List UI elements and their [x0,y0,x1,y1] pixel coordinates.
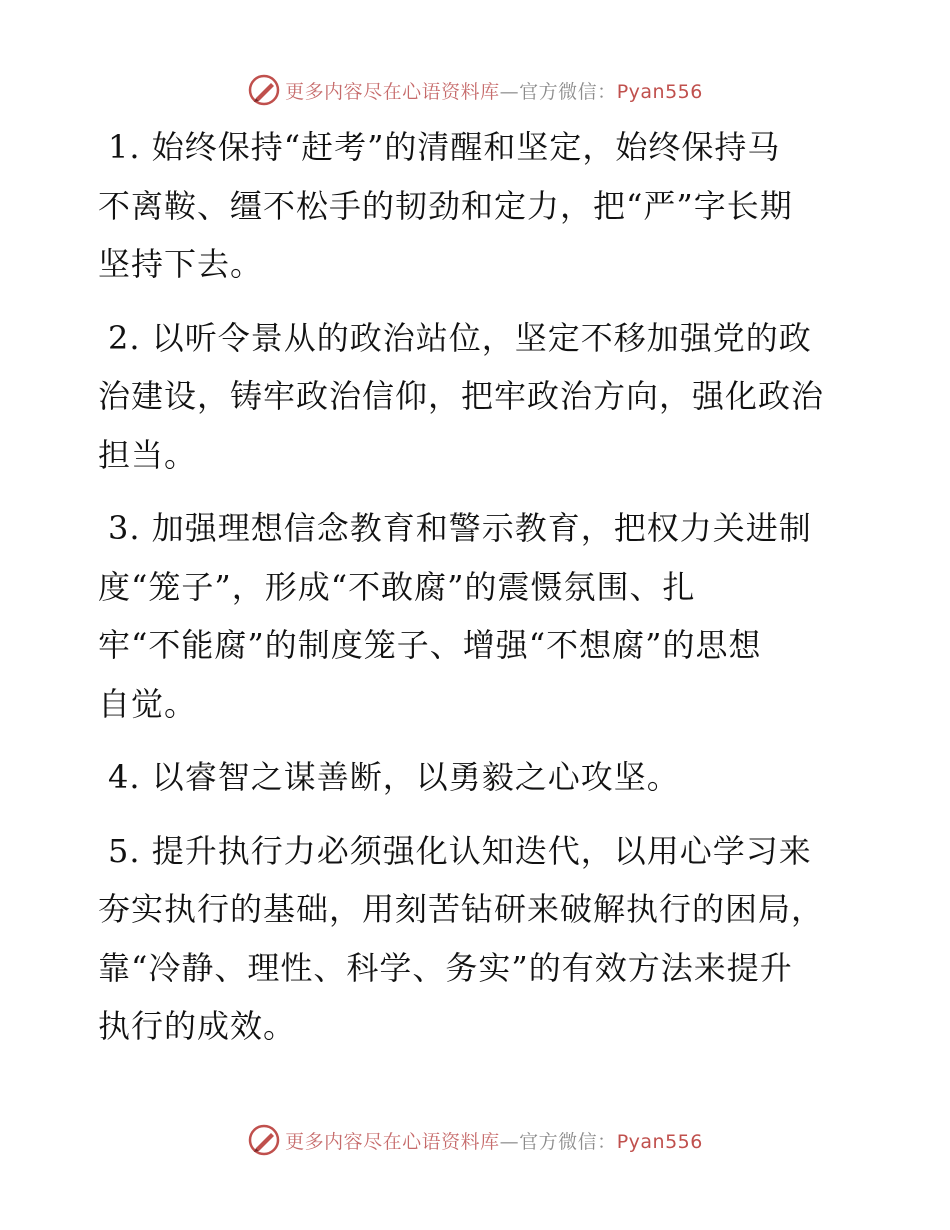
pen-logo-icon [247,1123,281,1157]
paragraph-line: 自觉。 [98,684,198,723]
paragraph-5 [98,822,858,1056]
header-watermark [0,70,950,110]
watermark-sub: 官方微信： [519,1130,617,1153]
paragraph-line: 2. 以听令景从的政治站位，坚定不移加强党的政 [108,318,812,357]
paragraph-line: 3. 加强理想信念教育和警示教育，把权力关进制 [108,509,812,547]
paragraph-line: 坚持下去。 [98,245,264,283]
paragraph-3 [98,499,858,733]
watermark-text [285,77,703,104]
paragraph-line: 5. 提升执行力必须强化认知迭代，以用心学习来 [108,831,812,870]
document-body [98,118,858,1071]
watermark-dash: — [499,1130,520,1153]
paragraph-4 [98,748,858,807]
watermark-main: 更多内容尽在心语资料库 [285,1130,500,1153]
watermark-main: 更多内容尽在心语资料库 [285,80,500,103]
paragraph-line: 4. 以睿智之谋善断，以勇毅之心攻坚。 [108,758,680,796]
watermark-id: Pyan556 [616,80,703,103]
paragraph-line: 靠“冷静、理性、科学、务实”的有效方法来提升 [98,948,793,987]
paragraph-line: 夯实执行的基础，用刻苦钻研来破解执行的困局， [98,890,825,928]
watermark-dash: — [499,80,520,103]
paragraph-2 [98,309,858,485]
paragraph-line: 度“笼子”，形成“不敢腐”的震慑氛围、扎 [98,567,696,606]
paragraph-line: 治建设，铸牢政治信仰，把牢政治方向，强化政治 [98,377,825,415]
footer-watermark [0,1120,950,1160]
paragraph-line: 1. 始终保持“赶考”的清醒和坚定，始终保持马 [108,128,781,166]
paragraph-line: 执行的成效。 [98,1007,297,1045]
watermark-text [285,1127,703,1154]
pen-logo-icon [247,73,281,107]
watermark-id: Pyan556 [616,1130,703,1153]
paragraph-line: 担当。 [98,435,198,474]
watermark-sub: 官方微信： [519,80,617,103]
paragraph-1 [98,118,858,294]
paragraph-line: 牢“不能腐”的制度笼子、增强“不想腐”的思想 [98,626,762,664]
paragraph-line: 不离鞍、缰不松手的韧劲和定力，把“严”字长期 [98,186,793,225]
